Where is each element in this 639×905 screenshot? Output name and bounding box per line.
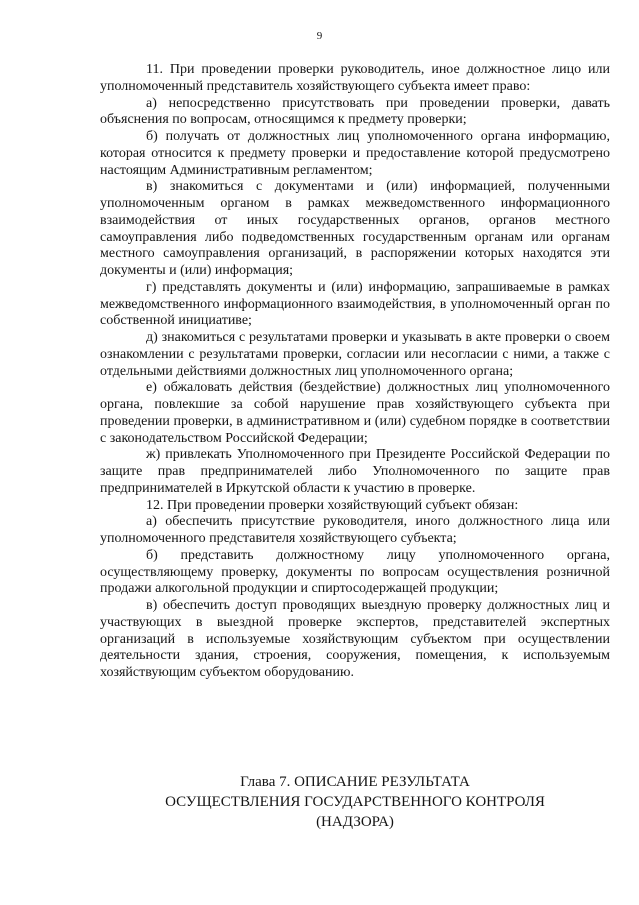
paragraph-clause-11-a: а) непосредственно присутствовать при проведении проверки, давать объяснения по вопросам, относящимся к предмету проверки; (100, 95, 610, 128)
paragraph-clause-11: 11. При проведении проверки руководитель, иное должностное лицо или уполномоченный представитель хозяйствующего субъекта имеет право: (100, 62, 610, 94)
paragraph-clause-11-e: е) обжаловать действия (бездействие) должностных лиц уполномоченного органа, повлекшие за собой нарушение прав хозяйствующего субъекта при проведении проверки, в административном и (или) судебном порядке в соответствии с законодательством Российской Федерации; (100, 380, 610, 446)
paragraph-clause-12-b: б) представить должностному лицу уполномоченного органа, осуществляющему проверку, документы по вопросам осуществления розничной продажи алкогольной продукции и спиртосодержащей продукции; (100, 547, 610, 597)
paragraph-clause-11-g: г) представлять документы и (или) информацию, запрашиваемые в рамках межведомственного информационного взаимодействия, в уполномоченный орган по собственной инициативе; (100, 279, 610, 329)
chapter-heading-line-1: Глава 7. ОПИСАНИЕ РЕЗУЛЬТАТА (240, 774, 470, 790)
paragraph-clause-11-zh: ж) привлекать Уполномоченного при Президенте Российской Федерации по защите прав предпринимателей либо Уполномоченного по защите прав предпринимателей в Иркутской области к участию в проверке. (100, 447, 610, 496)
chapter-heading (100, 772, 610, 832)
chapter-heading-line-2: ОСУЩЕСТВЛЕНИЯ ГОСУДАРСТВЕННОГО КОНТРОЛЯ (165, 794, 545, 810)
paragraph-clause-12-v: в) обеспечить доступ проводящих выездную проверку должностных лиц и участвующих в выездной проверке экспертов, представителей экспертных организаций в используемые хозяйствующим субъектом при осуществлении деятельности здания, строения, сооружения, помещения, к используемым хозяйствующим субъектом оборудованию. (100, 598, 610, 680)
document-body (100, 62, 610, 682)
paragraph-clause-11-d: д) знакомиться с результатами проверки и указывать в акте проверки о своем ознакомлении с результатами проверки, согласии или несогласии с ними, а также с отдельными действиями должностных лиц уполномоченного органа; (100, 330, 610, 379)
paragraph-clause-11-v: в) знакомиться с документами и (или) информацией, полученными уполномоченным органом в рамках межведомственного информационного взаимодействия от иных государственных органов, органов местного самоуправления либо подведомственных государственным органам или органам местного самоуправления организаций, в распоряжении которых находятся эти документы и (или) информация; (100, 179, 610, 278)
paragraph-clause-12: 12. При проведении проверки хозяйствующий субъект обязан: (146, 497, 519, 513)
chapter-heading-line-3: (НАДЗОРА) (316, 814, 394, 830)
paragraph-clause-12-a: а) обеспечить присутствие руководителя, иного должностного лица или уполномоченного представителя хозяйствующего субъекта; (100, 514, 610, 546)
paragraph-clause-11-b: б) получать от должностных лиц уполномоченного органа информацию, которая относится к предмету проверки и предоставление которой предусмотрено настоящим Административным регламентом; (100, 129, 610, 178)
page-number: 9 (316, 30, 323, 42)
